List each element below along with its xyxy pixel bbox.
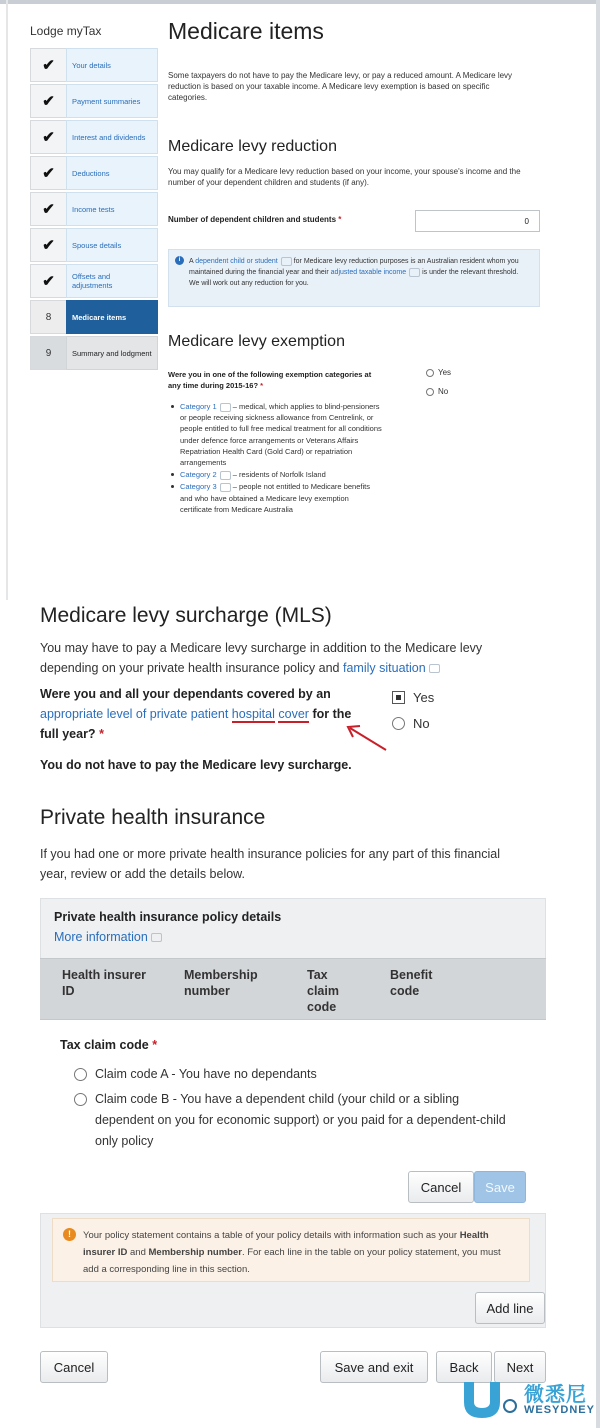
sidebar-item-label: Payment summaries	[66, 84, 158, 118]
list-item: Category 3 – people not entitled to Medicare benefits and who have obtained a Medicare levy exemption certificate from Medicare Australia	[168, 481, 383, 515]
list-item: Category 2 – residents of Norfolk Island	[168, 469, 383, 480]
external-link-icon	[409, 268, 420, 277]
cover-link[interactable]: cover	[278, 707, 309, 721]
sidebar-item-summary[interactable]	[30, 336, 158, 370]
warning-icon: !	[63, 1228, 76, 1241]
phi-text: If you had one or more private health insurance policies for any part of this financial year, review or add the details below.	[40, 847, 500, 881]
annotation-arrow-icon	[340, 722, 390, 754]
external-link-icon	[429, 664, 440, 673]
exemption-heading: Medicare levy exemption	[168, 333, 345, 350]
mls-text: You may have to pay a Medicare levy surcharge in addition to the Medicare levy depending on your private health insurance policy and family situation	[40, 641, 483, 675]
check-icon: ✔	[30, 264, 66, 298]
sidebar-item-deductions[interactable]	[30, 156, 158, 190]
reduction-heading: Medicare levy reduction	[168, 138, 337, 155]
left-border	[6, 0, 8, 600]
col-benefit-code: Benefit code	[390, 968, 433, 998]
sidebar-item-label: Medicare items	[66, 300, 158, 334]
tax-claim-code-label: Tax claim code *	[60, 1038, 158, 1052]
check-icon: ✔	[30, 228, 66, 262]
watermark-text-cn: 微悉尼	[524, 1384, 587, 1406]
sidebar-item-label: Summary and lodgment	[66, 336, 158, 370]
check-icon: ✔	[30, 192, 66, 226]
mls-question: Were you and all your dependants covered by an appropriate level of private patient hospital cover for the full year? *	[40, 687, 352, 741]
radio-yes[interactable]	[426, 369, 434, 377]
watermark-logo	[458, 1376, 518, 1422]
step-number: 8	[30, 300, 66, 334]
external-link-icon	[220, 483, 231, 492]
mls-yes-option[interactable]: Yes	[392, 690, 434, 705]
panel-title: Private health insurance policy details	[54, 910, 282, 924]
warning-box: ! Your policy statement contains a table of your policy details with information such as your Health insurer ID and Membership number. For each line in the table on your policy statement, you must add a corresponding line in this section.	[52, 1218, 530, 1282]
save-and-exit-button[interactable]: Save and exit	[320, 1351, 428, 1383]
next-button[interactable]: Next	[494, 1351, 546, 1383]
exemption-question: Were you in one of the following exemption categories at any time during 2015-16? *	[168, 370, 372, 390]
dependent-child-link[interactable]: dependent child or student	[195, 258, 278, 265]
claim-b-radio[interactable]	[74, 1093, 87, 1106]
claim-code-a-option[interactable]: Claim code A - You have no dependants	[74, 1064, 514, 1085]
sidebar-item-your-details[interactable]	[30, 48, 158, 82]
sidebar-item-offsets[interactable]	[30, 264, 158, 298]
private-cover-link[interactable]: appropriate level of private patient	[40, 707, 229, 721]
sidebar-item-label: Offsets and adjustments	[66, 264, 158, 298]
top-border	[0, 0, 600, 4]
exemption-no-option[interactable]: No	[426, 387, 448, 396]
check-icon: ✔	[30, 120, 66, 154]
check-icon: ✔	[30, 48, 66, 82]
category-2-link[interactable]: Category 2	[180, 470, 217, 480]
dependents-input[interactable]: 0	[415, 210, 540, 232]
claim-code-b-option[interactable]: Claim code B - You have a dependent child (your child or a sibling dependent on you for economic support) or you paid for a dependent-child only policy	[74, 1089, 514, 1152]
sidebar-item-label: Your details	[66, 48, 158, 82]
dependents-label: Number of dependent children and students *	[168, 215, 342, 224]
sidebar-item-income-tests[interactable]	[30, 192, 158, 226]
add-line-button[interactable]: Add line	[475, 1292, 545, 1324]
category-1-link[interactable]: Category 1	[180, 402, 217, 411]
col-tax-claim-code: Tax claim code	[307, 968, 339, 1014]
check-icon: ✔	[30, 84, 66, 118]
mls-result-note: You do not have to pay the Medicare levy surcharge.	[40, 758, 352, 772]
no-radio[interactable]	[392, 717, 405, 730]
exemption-yes-option[interactable]: Yes	[426, 368, 451, 377]
radio-no[interactable]	[426, 388, 434, 396]
sidebar-item-label: Income tests	[66, 192, 158, 226]
external-link-icon	[281, 257, 292, 266]
save-row-button[interactable]: Save	[474, 1171, 526, 1203]
sidebar-title: Lodge myTax	[30, 24, 102, 38]
info-icon: i	[175, 256, 184, 265]
mls-no-option[interactable]: No	[392, 716, 430, 731]
sidebar-item-medicare[interactable]	[30, 300, 158, 334]
cancel-button[interactable]: Cancel	[40, 1351, 108, 1383]
sidebar-item-label: Spouse details	[66, 228, 158, 262]
check-icon: ✔	[30, 156, 66, 190]
cancel-row-button[interactable]: Cancel	[408, 1171, 474, 1203]
back-button[interactable]: Back	[436, 1351, 492, 1383]
list-item: Category 1 – medical, which applies to blind-pensioners or people receiving sickness allowance from Centrelink, or people entitled to full free medical treatment for all conditions under defence force arrangements or Veterans Affairs Repatriation Health Card (Gold Card) or repatriation arrangements	[168, 401, 383, 468]
exemption-categories	[168, 401, 383, 516]
sidebar-item-payment-summaries[interactable]	[30, 84, 158, 118]
external-link-icon	[220, 471, 231, 480]
page-title: Medicare items	[168, 18, 324, 44]
col-health-insurer-id: Health insurer ID	[62, 968, 147, 998]
external-link-icon	[220, 403, 231, 412]
right-border	[596, 0, 600, 1428]
yes-checkbox[interactable]	[392, 691, 405, 704]
sidebar-item-spouse-details[interactable]	[30, 228, 158, 262]
col-membership-number: Membership number	[184, 968, 258, 998]
sidebar-item-label: Interest and dividends	[66, 120, 158, 154]
phi-heading: Private health insurance	[40, 806, 266, 829]
family-situation-link[interactable]: family situation	[343, 661, 426, 675]
info-box: i A dependent child or student for Medicare levy reduction purposes is an Australian resident whom you maintained during the financial year and their adjusted taxable income is under the relevant threshold. We will work out any reduction for you.	[168, 249, 540, 307]
more-info-link[interactable]: More information	[54, 930, 162, 944]
sidebar-item-interest-dividends[interactable]	[30, 120, 158, 154]
sidebar-steps	[30, 48, 158, 372]
reduction-text: You may qualify for a Medicare levy reduction based on your income, your spouse's income and the number of your dependent children and students (if any).	[168, 167, 521, 187]
adjusted-taxable-income-link[interactable]: adjusted taxable income	[330, 269, 407, 276]
step-number: 9	[30, 336, 66, 370]
hospital-link[interactable]: hospital	[231, 707, 275, 721]
watermark-text-en: WESYDNEY	[524, 1404, 595, 1416]
category-3-link[interactable]: Category 3	[180, 482, 217, 492]
external-link-icon	[151, 933, 162, 942]
mls-heading: Medicare levy surcharge (MLS)	[40, 604, 332, 627]
sidebar-item-label: Deductions	[66, 156, 158, 190]
intro-text: Some taxpayers do not have to pay the Medicare levy, or pay a reduced amount. A Medicare levy reduction is based on your taxable income. A Medicare levy exemption is based on specific categories.	[168, 71, 513, 102]
claim-a-radio[interactable]	[74, 1068, 87, 1081]
